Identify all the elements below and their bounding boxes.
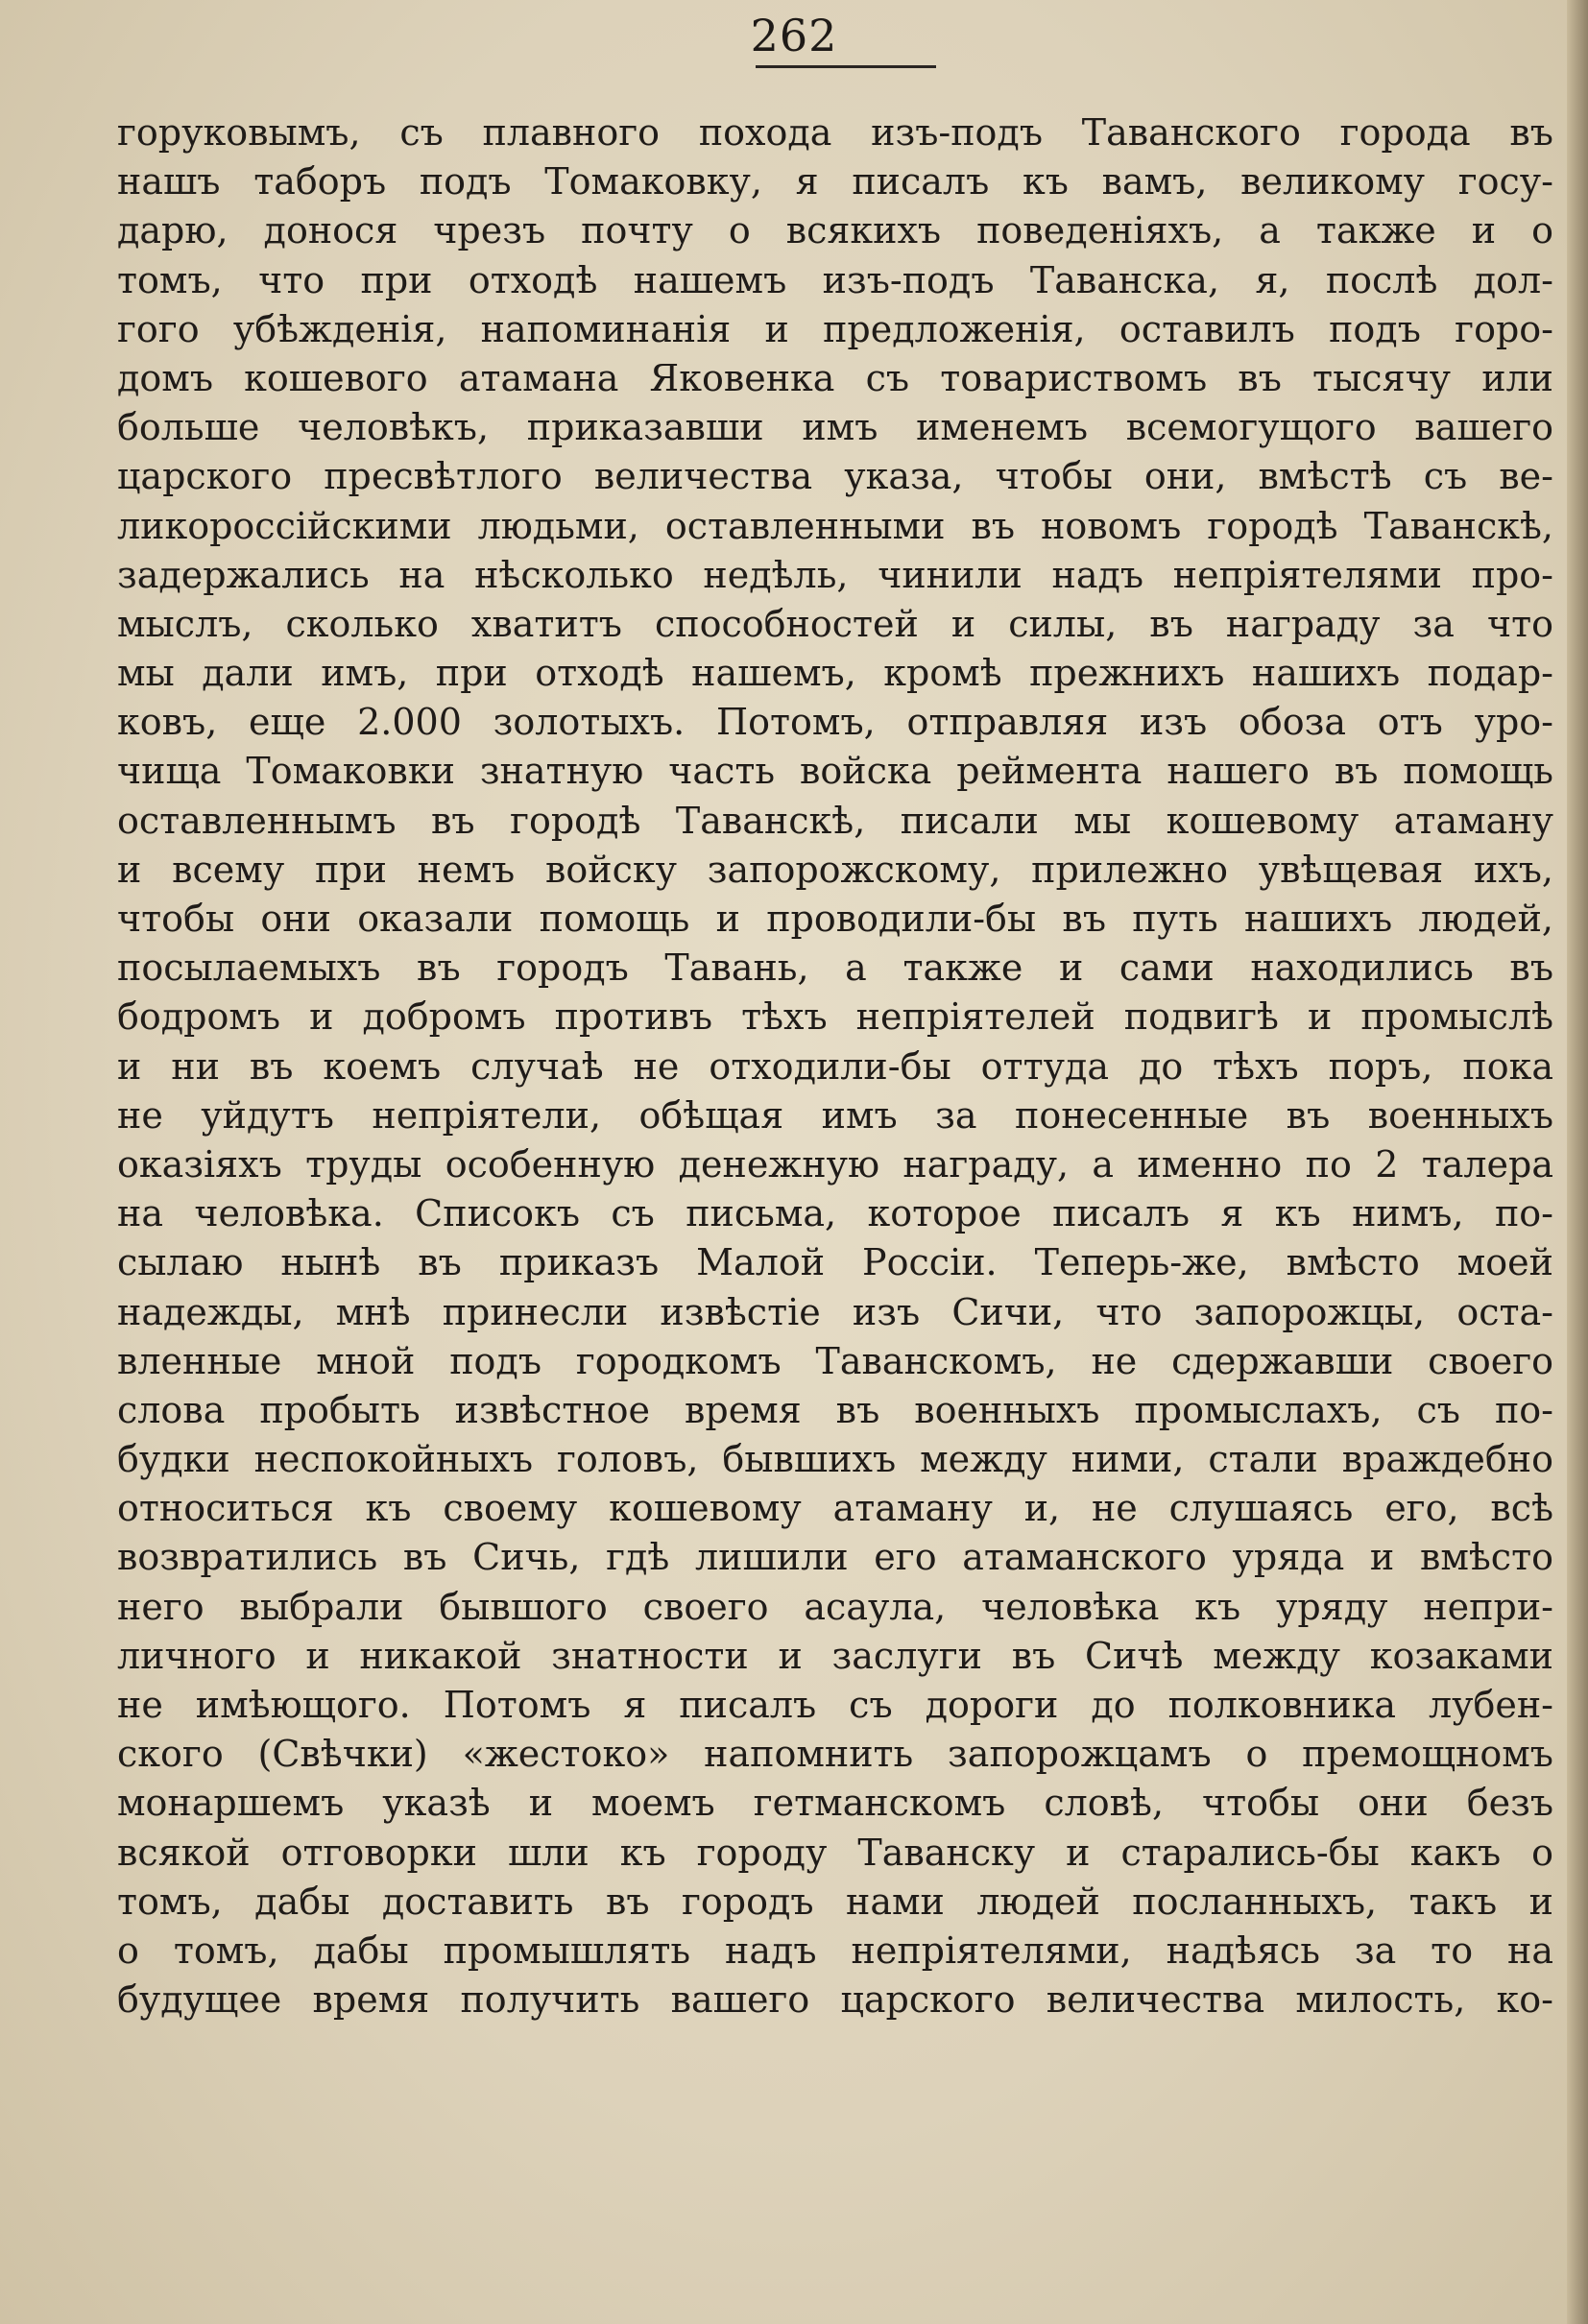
text-line: оставленнымъ въ городѣ Таванскѣ, писали мы кошевому атаману (117, 799, 1553, 842)
text-line: чтобы они оказали помощь и проводили-бы въ путь нашихъ людей, (117, 898, 1553, 940)
text-line: мы дали имъ, при отходѣ нашемъ, кромѣ прежнихъ нашихъ подар- (117, 652, 1553, 695)
text-line: монаршемъ указѣ и моемъ гетманскомъ словѣ, чтобы они безъ (117, 1782, 1553, 1825)
text-line: относиться къ своему кошевому атаману и, не слушаясь его, всѣ (117, 1487, 1553, 1530)
text-line: ковъ, еще 2.000 золотыхъ. Потомъ, отправляя изъ обоза отъ уро- (117, 701, 1553, 744)
text-line: всякой отговорки шли къ городу Таванску и старались-бы какъ о (117, 1831, 1553, 1874)
text-line: домъ кошевого атамана Яковенка съ товариствомъ въ тысячу или (117, 356, 1553, 399)
text-line: не имѣющого. Потомъ я писалъ съ дороги до полковника лубен- (117, 1684, 1553, 1726)
text-line: чища Томаковки знатную часть войска реймента нашего въ помощь (117, 750, 1553, 793)
text-line: слова пробыть извѣстное время въ военныхъ промыслахъ, съ по- (117, 1388, 1553, 1431)
text-line: надежды, мнѣ принесли извѣстіе изъ Сичи, что запорожцы, оста- (117, 1290, 1553, 1333)
text-line: него выбрали бывшого своего асаула, человѣка къ уряду непри- (117, 1585, 1553, 1628)
text-line: томъ, дабы доставить въ городъ нами людей посланныхъ, такъ и (117, 1880, 1553, 1923)
body-text (117, 108, 1553, 2025)
text-line: ликороссійскими людьми, оставленными въ новомъ городѣ Таванскѣ, (117, 504, 1553, 547)
text-line: ского (Свѣчки) «жестоко» напомнить запорожцамъ о премощномъ (117, 1733, 1553, 1776)
text-line: дарю, донося чрезъ почту о всякихъ поведеніяхъ, а также и о (117, 209, 1553, 252)
page-header (0, 10, 1588, 61)
page-number: 262 (750, 10, 838, 61)
text-line: на человѣка. Списокъ съ письма, которое писалъ я къ нимъ, по- (117, 1192, 1553, 1235)
text-line: будущее время получить вашего царского величества милость, ко- (117, 1978, 1553, 2022)
text-line: вленные мной подъ городкомъ Таванскомъ, не сдержавши своего (117, 1339, 1553, 1382)
text-line: мыслъ, сколько хватитъ способностей и силы, въ награду за что (117, 602, 1553, 645)
text-line: царского пресвѣтлого величества указа, чтобы они, вмѣстѣ съ ве- (117, 455, 1553, 498)
text-line: сылаю нынѣ въ приказъ Малой Россіи. Теперь-же, вмѣсто моей (117, 1241, 1553, 1284)
text-line: бодромъ и добромъ противъ тѣхъ непріятелей подвигѣ и промыслѣ (117, 995, 1553, 1039)
text-line: нашъ таборъ подъ Томаковку, я писалъ къ вамъ, великому госу- (117, 160, 1553, 204)
page-edge-shadow (1567, 0, 1588, 2324)
text-line: томъ, что при отходѣ нашемъ изъ-подъ Таванска, я, послѣ дол- (117, 258, 1553, 301)
text-line: возвратились въ Сичь, гдѣ лишили его атаманского уряда и вмѣсто (117, 1536, 1553, 1579)
text-line: о томъ, дабы промышлять надъ непріятелями, надѣясь за то на (117, 1929, 1553, 1972)
text-line: будки неспокойныхъ головъ, бывшихъ между ними, стали враждебно (117, 1438, 1553, 1481)
text-line: и всему при немъ войску запорожскому, прилежно увѣщевая ихъ, (117, 848, 1553, 891)
text-line: задержались на нѣсколько недѣль, чинили надъ непріятелями про- (117, 553, 1553, 596)
header-rule (756, 65, 936, 68)
text-line: посылаемыхъ въ городъ Тавань, а также и сами находились въ (117, 946, 1553, 990)
text-line: гого убѣжденія, напоминанія и предложенія, оставилъ подъ горо- (117, 307, 1553, 350)
text-line: не уйдутъ непріятели, обѣщая имъ за понесенные въ военныхъ (117, 1093, 1553, 1137)
text-line: горуковымъ, съ плавного похода изъ-подъ Таванского города въ (117, 111, 1553, 154)
text-line: больше человѣкъ, приказавши имъ именемъ всемогущого вашего (117, 406, 1553, 449)
text-line: оказіяхъ труды особенную денежную награду, а именно по 2 талера (117, 1142, 1553, 1186)
text-line: и ни въ коемъ случаѣ не отходили-бы оттуда до тѣхъ поръ, пока (117, 1044, 1553, 1088)
text-line: личного и никакой знатности и заслуги въ Сичѣ между козаками (117, 1634, 1553, 1677)
